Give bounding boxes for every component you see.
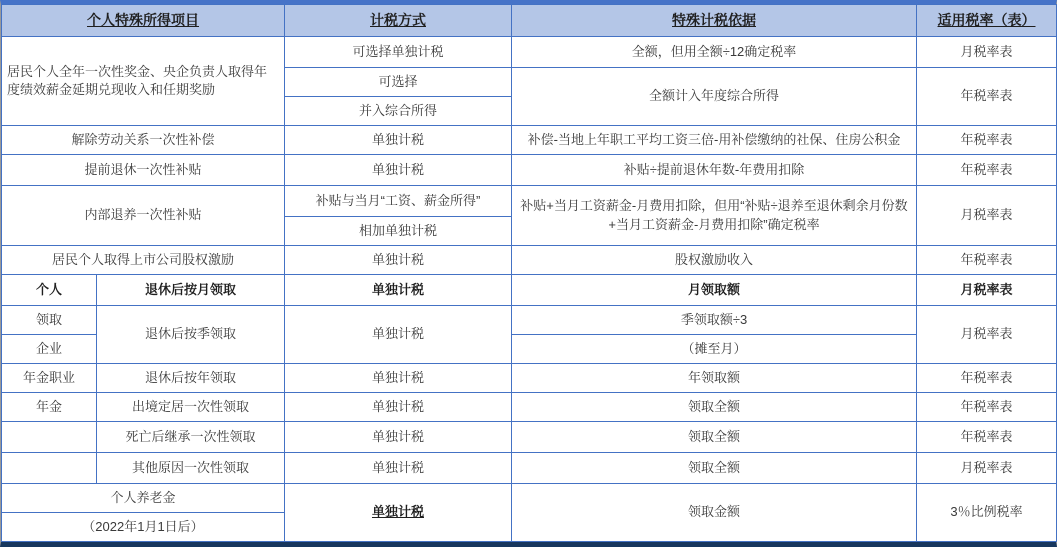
table-cell: 提前退休一次性补贴 — [2, 155, 285, 186]
table-cell: 出境定居一次性领取 — [97, 393, 285, 422]
table-cell: 死亡后继承一次性领取 — [97, 422, 285, 453]
table-cell — [2, 453, 97, 484]
personal-special-income-tax-table — [1, 4, 1057, 542]
table-cell: 个人 — [2, 275, 97, 306]
table-cell: 补贴+当月工资薪金-月费用扣除，但用“补贴÷退养至退休剩余月份数+当月工资薪金-月费用扣除”确定税率 — [512, 186, 917, 246]
table-cell: （摊至月） — [512, 335, 917, 364]
table-cell: 年税率表 — [917, 126, 1057, 155]
table-row — [2, 364, 1057, 393]
table-cell: 年金职业 — [2, 364, 97, 393]
table-row — [2, 393, 1057, 422]
table-cell: 月税率表 — [917, 37, 1057, 68]
table-cell: 单独计税 — [285, 246, 512, 275]
table-cell: 企业 — [2, 335, 97, 364]
table-row — [2, 275, 1057, 306]
table-cell: 3％比例税率 — [917, 484, 1057, 542]
table-cell: 补贴÷提前退休年数-年费用扣除 — [512, 155, 917, 186]
header-income-item: 个人特殊所得项目 — [2, 5, 285, 37]
table-cell: 单独计税 — [285, 393, 512, 422]
table-cell: 月税率表 — [917, 306, 1057, 364]
table-cell: 领取金额 — [512, 484, 917, 542]
table-cell: 单独计税 — [285, 364, 512, 393]
table-cell: 年税率表 — [917, 246, 1057, 275]
table-cell: 并入综合所得 — [285, 97, 512, 126]
table-cell: （2022年1月1日后） — [2, 513, 285, 542]
table-cell: 补偿-当地上年职工平均工资三倍-用补偿缴纳的社保、住房公积金 — [512, 126, 917, 155]
table-cell: 单独计税 — [285, 126, 512, 155]
table-cell: 居民个人取得上市公司股权激励 — [2, 246, 285, 275]
table-cell: 补贴与当月“工资、薪金所得” — [285, 186, 512, 217]
table-cell: 单独计税 — [285, 306, 512, 364]
table-cell: 解除劳动关系一次性补偿 — [2, 126, 285, 155]
table-cell: 可选择 — [285, 68, 512, 97]
header-tax-rate: 适用税率（表） — [917, 5, 1057, 37]
table-cell: 月税率表 — [917, 275, 1057, 306]
table-cell: 内部退养一次性补贴 — [2, 186, 285, 246]
table-cell: 单独计税 — [285, 422, 512, 453]
table-cell: 领取全额 — [512, 422, 917, 453]
table-cell: 月税率表 — [917, 186, 1057, 246]
table-cell: 股权激励收入 — [512, 246, 917, 275]
header-row — [2, 5, 1057, 37]
table-cell: 月领取额 — [512, 275, 917, 306]
table-cell: 年领取额 — [512, 364, 917, 393]
table-row — [2, 37, 1057, 68]
table-cell: 全额计入年度综合所得 — [512, 68, 917, 126]
table-cell: 居民个人全年一次性奖金、央企负责人取得年度绩效薪金延期兑现收入和任期奖励 — [2, 37, 285, 126]
table-cell: 退休后按季领取 — [97, 306, 285, 364]
table-cell: 退休后按年领取 — [97, 364, 285, 393]
table-cell: 个人养老金 — [2, 484, 285, 513]
table-cell: 退休后按月领取 — [97, 275, 285, 306]
table-row — [2, 246, 1057, 275]
table-cell: 单独计税 — [285, 484, 512, 542]
table-row — [2, 155, 1057, 186]
table-cell: 季领取额÷3 — [512, 306, 917, 335]
table-cell: 年税率表 — [917, 155, 1057, 186]
table-row — [2, 484, 1057, 513]
table-cell: 年金 — [2, 393, 97, 422]
table-cell: 年税率表 — [917, 68, 1057, 126]
table-cell: 月税率表 — [917, 453, 1057, 484]
table-cell: 单独计税 — [285, 275, 512, 306]
table-cell: 全额，但用全额÷12确定税率 — [512, 37, 917, 68]
table-row — [2, 126, 1057, 155]
table-row — [2, 453, 1057, 484]
table-cell: 领取全额 — [512, 453, 917, 484]
table-cell: 领取 — [2, 306, 97, 335]
header-tax-method: 计税方式 — [285, 5, 512, 37]
table-cell: 单独计税 — [285, 453, 512, 484]
table-cell: 年税率表 — [917, 393, 1057, 422]
header-tax-basis: 特殊计税依据 — [512, 5, 917, 37]
table-cell: 其他原因一次性领取 — [97, 453, 285, 484]
table-cell: 可选择单独计税 — [285, 37, 512, 68]
table-row — [2, 422, 1057, 453]
table-cell: 年税率表 — [917, 422, 1057, 453]
table-cell — [2, 422, 97, 453]
table-row — [2, 186, 1057, 217]
table-cell: 年税率表 — [917, 364, 1057, 393]
table-row — [2, 306, 1057, 335]
table-cell: 单独计税 — [285, 155, 512, 186]
table-cell: 领取全额 — [512, 393, 917, 422]
table-cell: 相加单独计税 — [285, 217, 512, 246]
